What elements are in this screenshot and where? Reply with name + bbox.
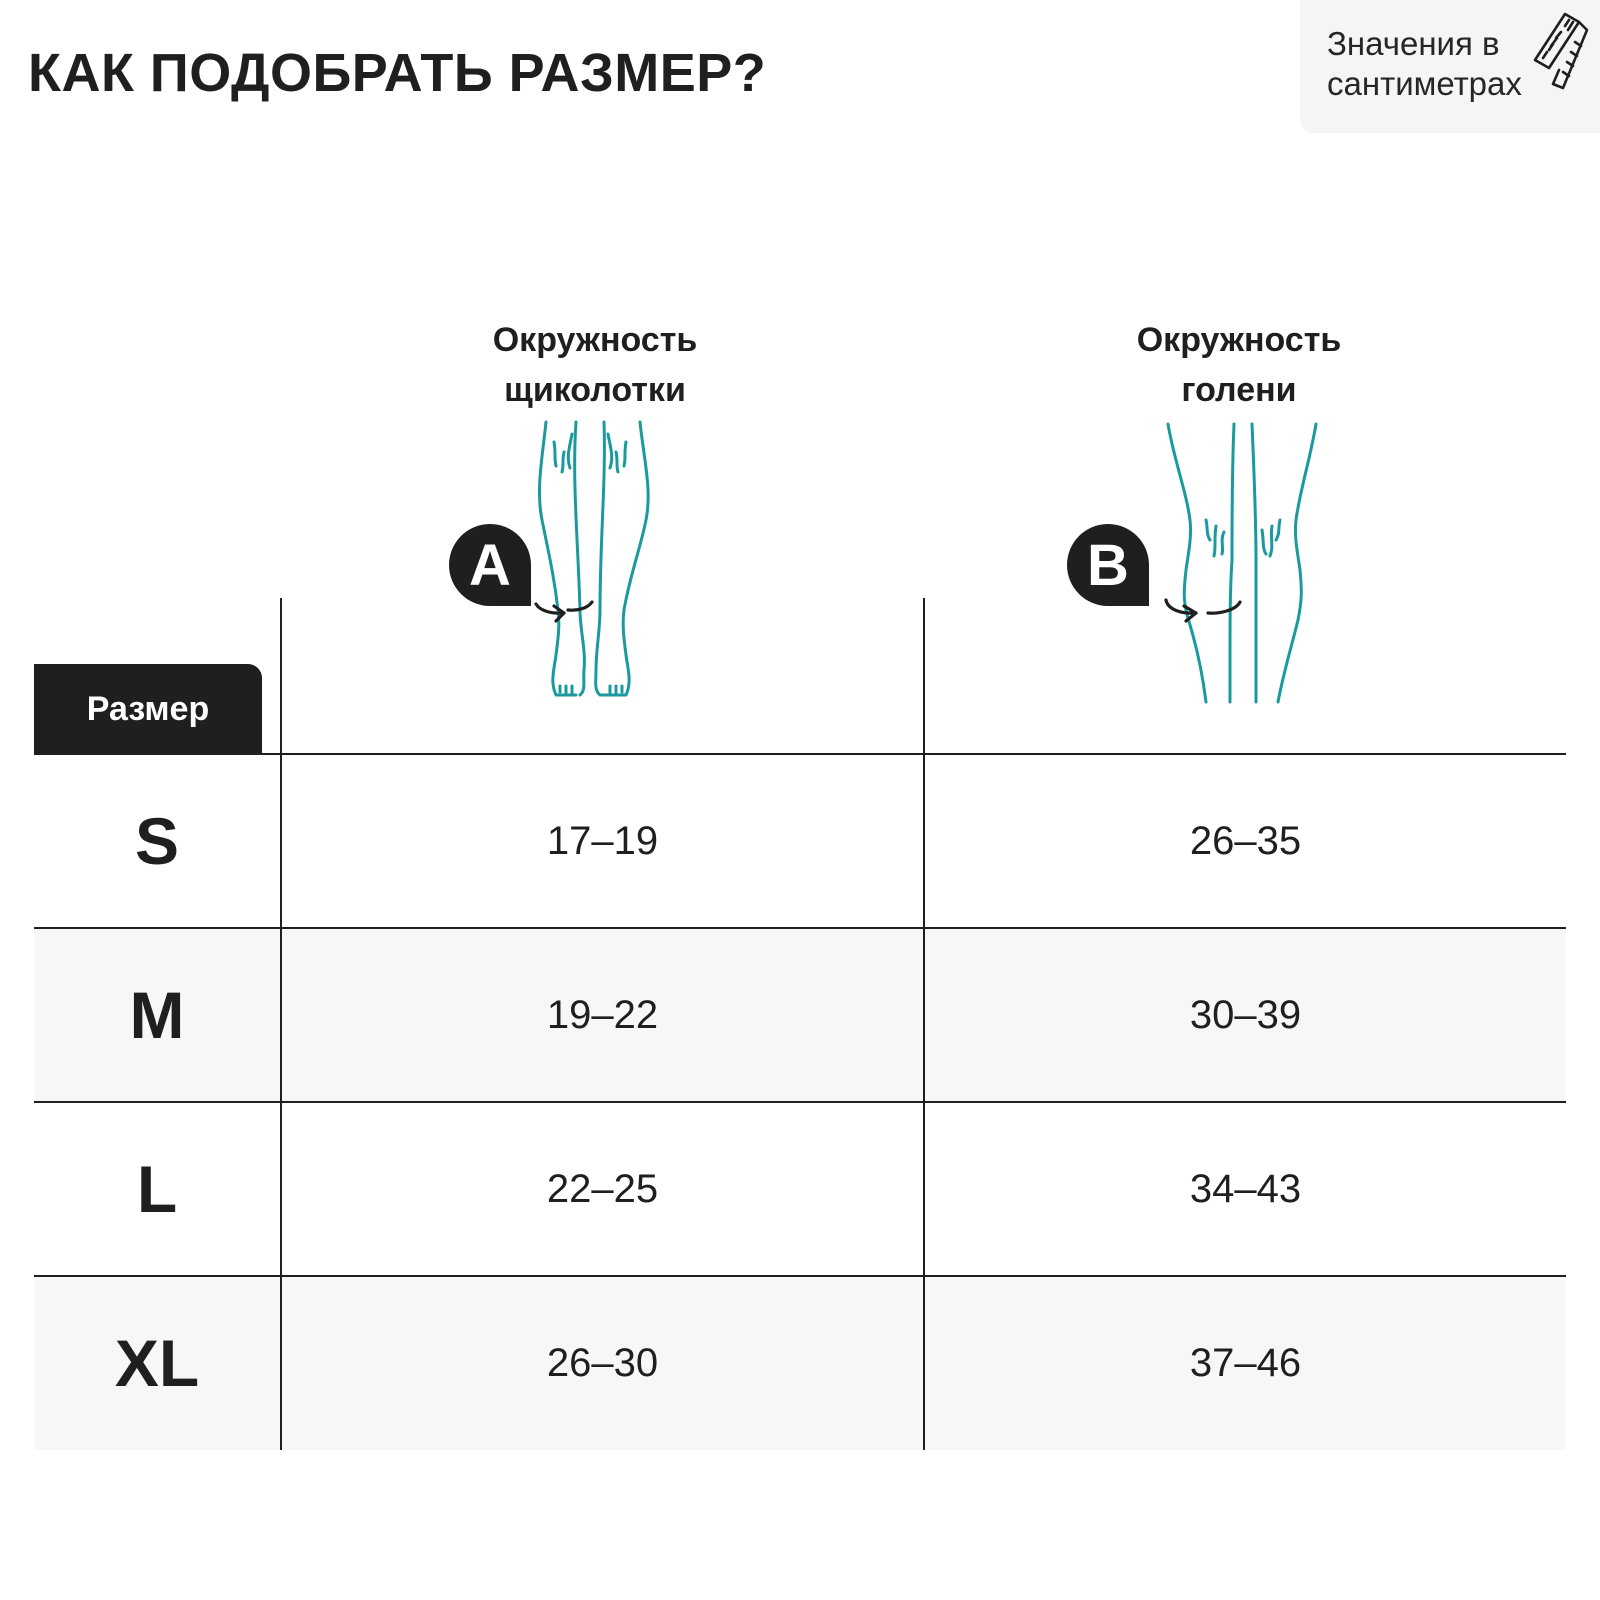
shin-legs-icon — [1140, 420, 1330, 710]
units-note-text — [1327, 24, 1522, 104]
size-cell: M — [129, 978, 185, 1052]
measuring-tape-icon — [1525, 8, 1595, 92]
shin-value-cell: 34–43 — [1189, 1167, 1302, 1211]
ankle-value-cell: 22–25 — [546, 1167, 659, 1211]
units-note-line2: сантиметрах — [1327, 65, 1522, 102]
shin-value-cell: 30–39 — [1189, 993, 1302, 1037]
column-header-shin — [1029, 315, 1449, 415]
column-header-ankle-line1: Окружность — [492, 321, 698, 359]
column-header-shin-line2: голени — [1181, 371, 1297, 409]
column-header-ankle — [385, 315, 805, 415]
badge-b: B — [1067, 524, 1149, 606]
shin-value-cell: 26–35 — [1189, 819, 1302, 863]
page-title: КАК ПОДОБРАТЬ РАЗМЕР? — [28, 43, 767, 103]
table-row — [34, 1102, 1566, 1276]
ankle-value-cell: 26–30 — [546, 1341, 659, 1385]
table-row — [34, 928, 1566, 1102]
size-cell: XL — [114, 1326, 200, 1400]
table-row — [34, 754, 1566, 928]
table-row — [34, 1276, 1566, 1450]
size-cell: L — [136, 1152, 178, 1226]
column-header-ankle-line2: щиколотки — [504, 371, 686, 409]
size-column-header: Размер — [34, 664, 262, 754]
size-cell: S — [134, 804, 180, 878]
badge-a: A — [449, 524, 531, 606]
ankle-value-cell: 19–22 — [546, 993, 659, 1037]
ankle-value-cell: 17–19 — [546, 819, 659, 863]
units-note — [1300, 0, 1600, 133]
shin-value-cell: 37–46 — [1189, 1341, 1302, 1385]
column-header-shin-line1: Окружность — [1136, 321, 1342, 359]
units-note-line1: Значения в — [1327, 25, 1500, 62]
ankle-legs-icon — [520, 420, 670, 710]
